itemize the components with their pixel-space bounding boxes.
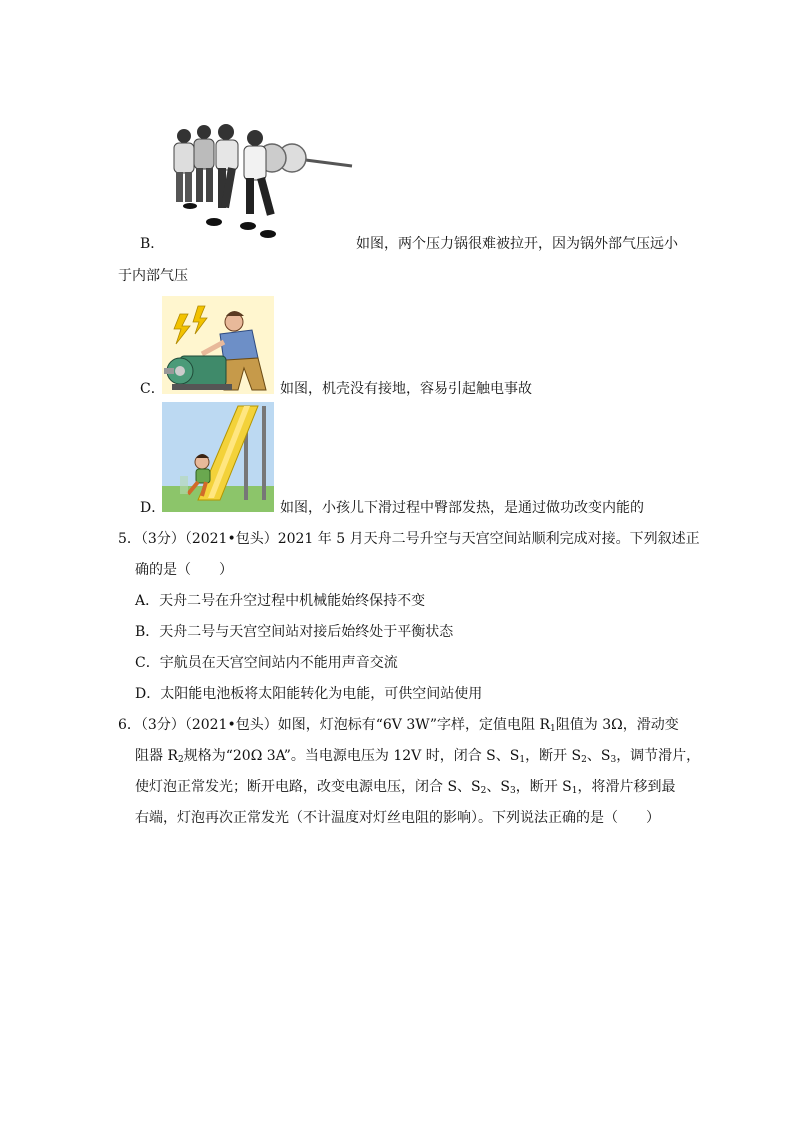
question-6-line2 [135,746,700,766]
option-b-text-line2: 于内部气压 [118,268,188,284]
subscript: 2 [480,786,487,796]
subscript: 1 [519,755,526,765]
question-5-option-d: D．太阳能电池板将太阳能转化为电能，可供空间站使用 [135,686,483,702]
question-6-line2-part-e: ，调节滑片， [616,748,701,764]
question-6-line3-part-d: ，将滑片移到最 [577,779,676,795]
electric-shock-machine-image [162,296,274,394]
option-b-letter: B． [140,236,165,252]
question-5-stem-line2: 确的是（ ） [135,562,233,578]
child-on-slide-image [162,402,274,512]
question-6-line1-part-b: 阻值为 3Ω，滑动变 [555,717,679,733]
question-6-line2-part-d: 、S [586,748,611,764]
question-6-line3 [135,777,675,797]
question-5-option-a: A．天舟二号在升空过程中机械能始终保持不变 [135,593,426,609]
question-6-line3-part-c: ，断开 S [515,779,572,795]
question-6-line3-part-b: 、S [486,779,510,795]
subscript: 3 [509,786,516,796]
option-b-text-line1: 如图，两个压力锅很难被拉开，因为锅外部气压远小 [356,236,678,252]
option-c-text: 如图，机壳没有接地，容易引起触电事故 [280,381,532,397]
tug-of-war-pressure-cooker-image [160,118,360,246]
question-6-line1-part-a: 6．（3分）（2021•包头）如图，灯泡标有“6V 3W”字样，定值电阻 R [118,717,551,733]
subscript: 2 [178,755,184,765]
subscript: 2 [581,755,587,765]
question-5-option-c: C．宇航员在天宫空间站内不能用声音交流 [135,655,398,671]
question-6-line2-part-a: 阻器 R [135,748,178,764]
question-6-line2-part-c: ，断开 S [525,748,582,764]
question-5-stem-line1: 5．（3分）（2021•包头）2021 年 5 月天舟二号升空与天宫空间站顺利完成对接。下列叙述正 [118,531,700,547]
subscript: 1 [571,786,578,796]
question-6-line4: 右端，灯泡再次正常发光（不计温度对灯丝电阻的影响）。下列说法正确的是（ ） [135,810,660,826]
question-6-line3-part-a: 使灯泡正常发光；断开电路，改变电源电压，闭合 S、S [135,779,481,795]
subscript: 3 [610,755,617,765]
question-5-option-b: B．天舟二号与天宫空间站对接后始终处于平衡状态 [135,624,454,640]
question-6-line2-part-b: 规格为“20Ω 3A”。当电源电压为 12V 时，闭合 S、S [183,748,520,764]
subscript: 1 [550,724,556,734]
option-d-text: 如图，小孩儿下滑过程中臀部发热，是通过做功改变内能的 [280,500,644,516]
option-c-letter: C． [140,381,165,397]
question-6-line1 [118,715,679,735]
option-d-letter: D． [140,500,166,516]
